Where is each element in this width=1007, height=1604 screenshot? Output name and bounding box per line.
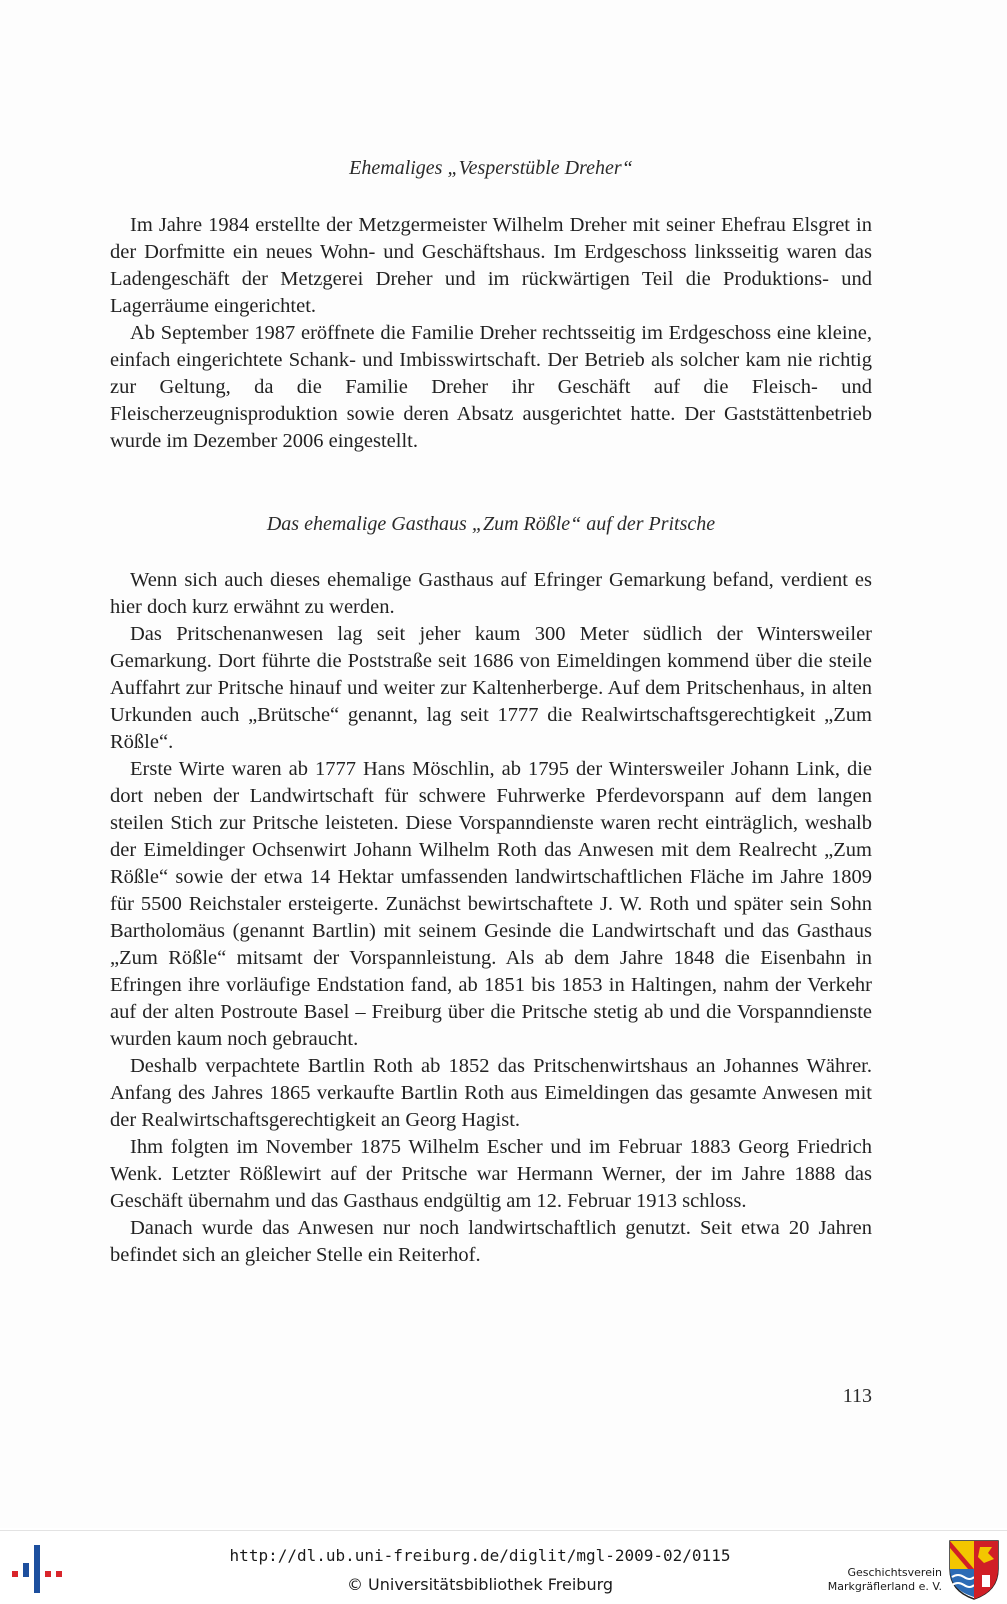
ub-freiburg-logo-icon[interactable] [10,1541,66,1597]
footer-bar [0,1530,1007,1604]
paragraph: Danach wurde das Anwesen nur noch landwirtschaftlich genutzt. Seit etwa 20 Jahren befindet sich an gleicher Stelle ein Reiterhof. [110,1217,872,1266]
paragraph: Wenn sich auch dieses ehemalige Gasthaus auf Efringer Gemarkung befand, verdient es hier doch kurz erwähnt zu werden. [110,569,872,618]
section-zum-roessle [110,567,872,1269]
copyright-text: © Universitätsbibliothek Freiburg [346,1575,614,1594]
paragraph: Das Pritschenanwesen lag seit jeher kaum 300 Meter südlich der Wintersweiler Gemarkung. Dort führte die Poststraße seit 1686 von Eimeldingen kommend über die steile Auffahrt zur Pritsche hinauf und weiter zur Kaltenherberge. Auf dem Pritschenhaus, in alten Urkunden auch „Brütsche“ genannt, lag seit 1777 die Realwirtschaftsgerechtigkeit „Zum Rößle“. [110,623,872,753]
coat-of-arms-icon [948,1539,1000,1601]
paragraph: Ihm folgten im November 1875 Wilhelm Escher und im Februar 1883 Georg Friedrich Wenk. Letzter Rößlewirt auf der Pritsche war Hermann Werner, der im Jahre 1888 das Geschäft übernahm und das Gasthaus endgültig am 12. Februar 1913 schloss. [110,1136,872,1212]
paragraph: Erste Wirte waren ab 1777 Hans Möschlin, ab 1795 der Wintersweiler Johann Link, die dort neben der Landwirtschaft für schwere Fuhrwerke Pferdevorspann auf dem langen steilen Stich zur Pritsche leisteten. Diese Vorspanndienste waren recht einträglich, weshalb der Eimeldinger Ochsenwirt Johann Wilhelm Roth das Anwesen mit dem Realrecht „Zum Rößle“ sowie der etwa 14 Hektar umfassenden landwirtschaftlichen Fläche im Jahre 1809 für 5500 Reichstaler ersteigerte. Zunächst bewirtschaftete J. W. Roth und später sein Sohn Bartholomäus (genannt Bartlin) mit seinem Gesinde die Landwirtschaft und das Gasthaus „Zum Rößle“ mitsamt der Vorspannleistung. Als ab dem Jahre 1848 die Eisenbahn in Efringen ihre vorläufige Endstation fand, ab 1851 bis 1853 in Haltingen, nahm der Verkehr auf der alten Postroute Basel – Freiburg über die Pritsche stetig ab und die Vorspanndienste wurden kaum noch gebraucht. [110,758,872,1050]
publisher-name-line: Markgräflerland e. V. [827,1580,942,1593]
paragraph: Deshalb verpachtete Bartlin Roth ab 1852 das Pritschenwirtshaus an Johannes Währer. Anfang des Jahres 1865 verkaufte Bartlin Roth aus Eimeldingen das gesamte Anwesen mit der Realwirtschaftsgerechtigkeit an Georg Hagist. [110,1055,872,1131]
publisher-name-line: Geschichtsverein [847,1566,942,1579]
publisher-name [812,1566,942,1594]
page-number: 113 [842,1385,872,1407]
document-url-link[interactable]: http://dl.ub.uni-freiburg.de/diglit/mgl-2009-02/0115 [229,1546,731,1565]
section-vesperstueble [110,212,872,455]
section-heading-zum-roessle: Das ehemalige Gasthaus „Zum Rößle“ auf der Pritsche [266,513,716,535]
section-heading-vesperstueble: Ehemaliges „Vesperstüble Dreher“ [349,157,633,179]
paragraph: Ab September 1987 eröffnete die Familie Dreher rechtsseitig im Erdgeschoss eine kleine, einfach eingerichtete Schank- und Imbisswirtschaft. Der Betrieb als solcher kam nie richtig zur Geltung, da die Familie Dreher ihr Geschäft auf die Fleisch- und Fleischerzeugnisproduktion sowie deren Absatz ausgerichtet hatte. Der Gaststättenbetrieb wurde im Dezember 2006 eingestellt. [110,322,872,452]
paragraph: Im Jahre 1984 erstellte der Metzgermeister Wilhelm Dreher mit seiner Ehefrau Elsgret in der Dorfmitte ein neues Wohn- und Geschäftshaus. Im Erdgeschoss linksseitig waren das Ladengeschäft der Metzgerei Dreher und im rückwärtigen Teil die Produktions- und Lagerräume eingerichtet. [110,214,872,317]
